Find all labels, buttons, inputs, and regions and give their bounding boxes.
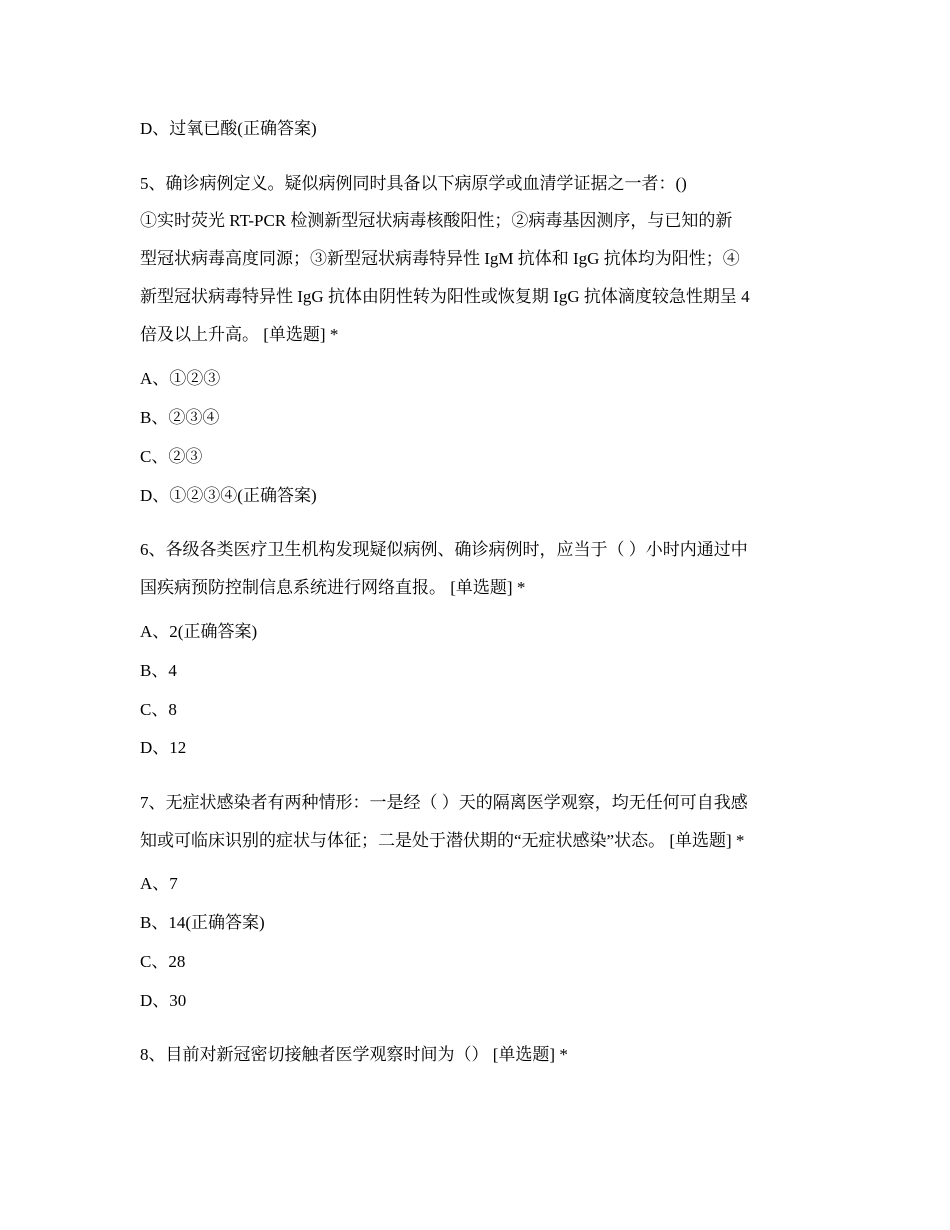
q7-option-a: A、7 [140,874,178,893]
q5-option-c: C、②③ [140,447,203,466]
q4-option-d: D、过氧已酸(正确答案) [140,119,317,138]
q7-option-b: B、14(正确答案) [140,913,265,932]
q7-question-line-1: 7、无症状感染者有两种情形：一是经（ ）天的隔离医学观察，均无任何可自我感 [140,793,748,812]
q7-question-line-2: 知或可临床识别的症状与体征；二是处于潜伏期的“无症状感染”状态。 [单选题] * [140,831,745,850]
q6-option-b: B、4 [140,661,177,680]
q7-option-d: D、30 [140,991,187,1010]
q6-option-a: A、2(正确答案) [140,622,258,641]
q5-option-d: D、①②③④(正确答案) [140,486,317,505]
q5-question-line-3: 型冠状病毒高度同源；③新型冠状病毒特异性 IgM 抗体和 IgG 抗体均为阳性；④ [140,249,740,268]
q5-question-line-2: ①实时荧光 RT-PCR 检测新型冠状病毒核酸阳性；②病毒基因测序，与已知的新 [140,211,733,230]
q5-option-b: B、②③④ [140,408,220,427]
q7-option-c: C、28 [140,952,186,971]
q6-question-line-2: 国疾病预防控制信息系统进行网络直报。 [单选题] * [140,578,526,597]
q5-question-line-1: 5、确诊病例定义。疑似病例同时具备以下病原学或血清学证据之一者：() [140,174,687,193]
q6-option-c: C、8 [140,700,177,719]
q6-question-line-1: 6、各级各类医疗卫生机构发现疑似病例、确诊病例时，应当于（ ）小时内通过中 [140,540,748,559]
q5-question-line-5: 倍及以上升高。 [单选题] * [140,325,339,344]
q6-option-d: D、12 [140,738,187,757]
q5-option-a: A、①②③ [140,369,221,388]
q8-question-line-1: 8、目前对新冠密切接触者医学观察时间为（） [单选题] * [140,1045,568,1064]
q5-question-line-4: 新型冠状病毒特异性 IgG 抗体由阴性转为阳性或恢复期 IgG 抗体滴度较急性期呈 4 [140,287,750,306]
